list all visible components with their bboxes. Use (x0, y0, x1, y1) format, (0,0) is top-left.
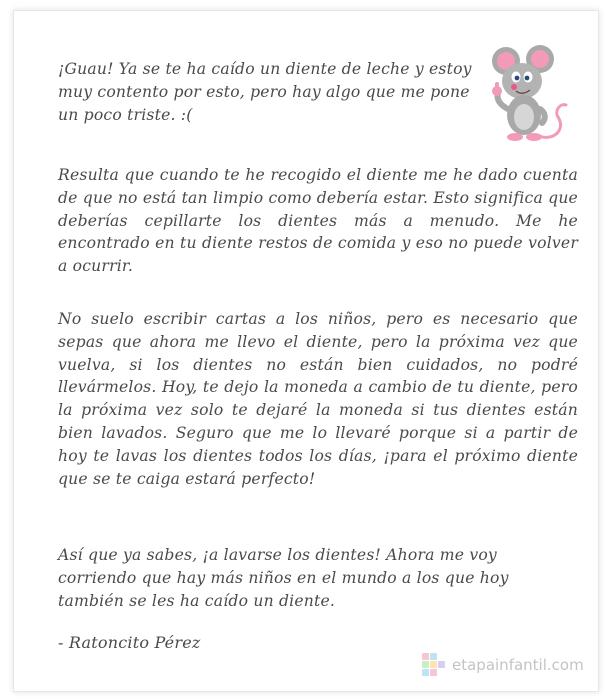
brand-text: etapainfantil.com (452, 656, 584, 674)
brand-watermark (422, 653, 584, 677)
brand-logo-icon (422, 653, 446, 677)
letter-paragraph-2: Resulta que cuando te he recogido el diente me he dado cuenta de que no está tan limpio como debería estar. Esto significa que deberías cepillarte los dientes más a menudo. Me he encontrado en tu diente restos de comida y eso no puede volver a ocurrir. (58, 166, 578, 276)
letter-signature: - Ratoncito Pérez (58, 633, 201, 652)
letter-paragraph-1: ¡Guau! Ya se te ha caído un diente de leche y estoy muy contento por esto, pero hay algo que me pone un poco triste. :( (58, 60, 472, 124)
letter-paragraph-4: Así que ya sabes, ¡a lavarse los dientes! Ahora me voy corriendo que hay más niños en el mundo a los que hoy también se les ha caído un diente. (58, 546, 509, 610)
letter-paragraph-3: No suelo escribir cartas a los niños, pero es necesario que sepas que ahora me llevo el diente, pero la próxima vez que vuelva, si los dientes no están bien cuidados, no podré llevármelos. Hoy, te dejo la moneda a cambio de tu diente, pero la próxima vez solo te dejaré la moneda si tus dientes están bien lavados. Seguro que me lo llevaré porque si a partir de hoy te lavas los dientes todos los días, ¡para el próximo diente que se te caiga estará perfecto! (58, 310, 578, 488)
letter-page (13, 10, 599, 692)
letter-body (58, 58, 578, 652)
